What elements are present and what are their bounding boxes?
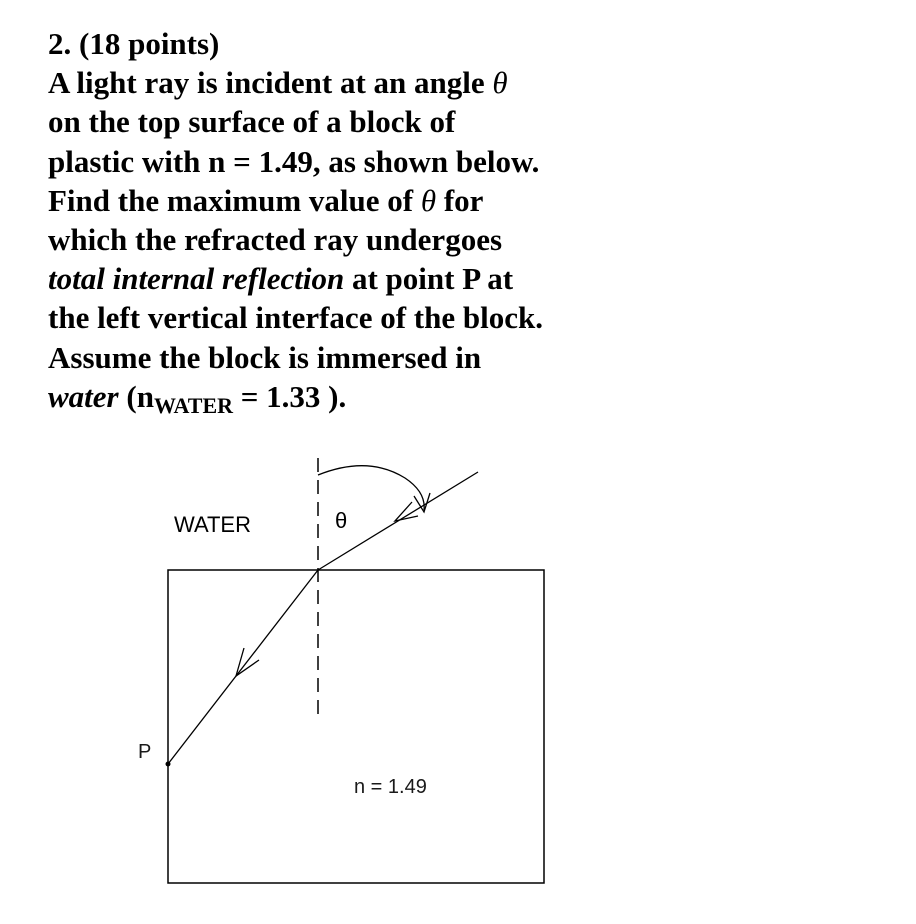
emphasis-water: water [48,378,119,414]
angle-arc [318,466,424,510]
statement-text-1: A light ray is incident at an angle [48,65,485,101]
theta-symbol: θ [492,65,508,101]
statement-line-5: which the refracted ray undergoes [48,222,503,258]
statement-text-4a: Find the maximum value of [48,182,414,218]
problem-points: (18 points) [79,26,220,61]
water-index-value: = 1.33 ). [240,378,347,414]
statement-line-2: on the top surface of a block of [48,104,456,140]
point-p-label: P [138,741,152,763]
block-index-label: n = 1.49 [354,776,427,798]
theta-label: θ [335,508,348,533]
theta-symbol: θ [420,182,437,218]
statement-line-7: the left vertical interface of the block. [48,300,543,336]
water-subscript: WATER [153,392,234,418]
water-label: WATER [174,512,251,537]
statement-line-8: Assume the block is immersed in [48,339,482,375]
statement-text-6: at point P at [351,261,514,297]
index-symbol: (n [126,378,154,414]
statement-text-4b: for [443,182,484,218]
problem-number: 2. [48,26,72,61]
emphasis-total-internal-reflection: total internal reflection [48,261,345,297]
plastic-block [168,570,544,883]
statement-line-3: plastic with n = 1.49, as shown below. [48,143,540,179]
point-p-marker [166,762,171,767]
refracted-ray [168,570,318,764]
